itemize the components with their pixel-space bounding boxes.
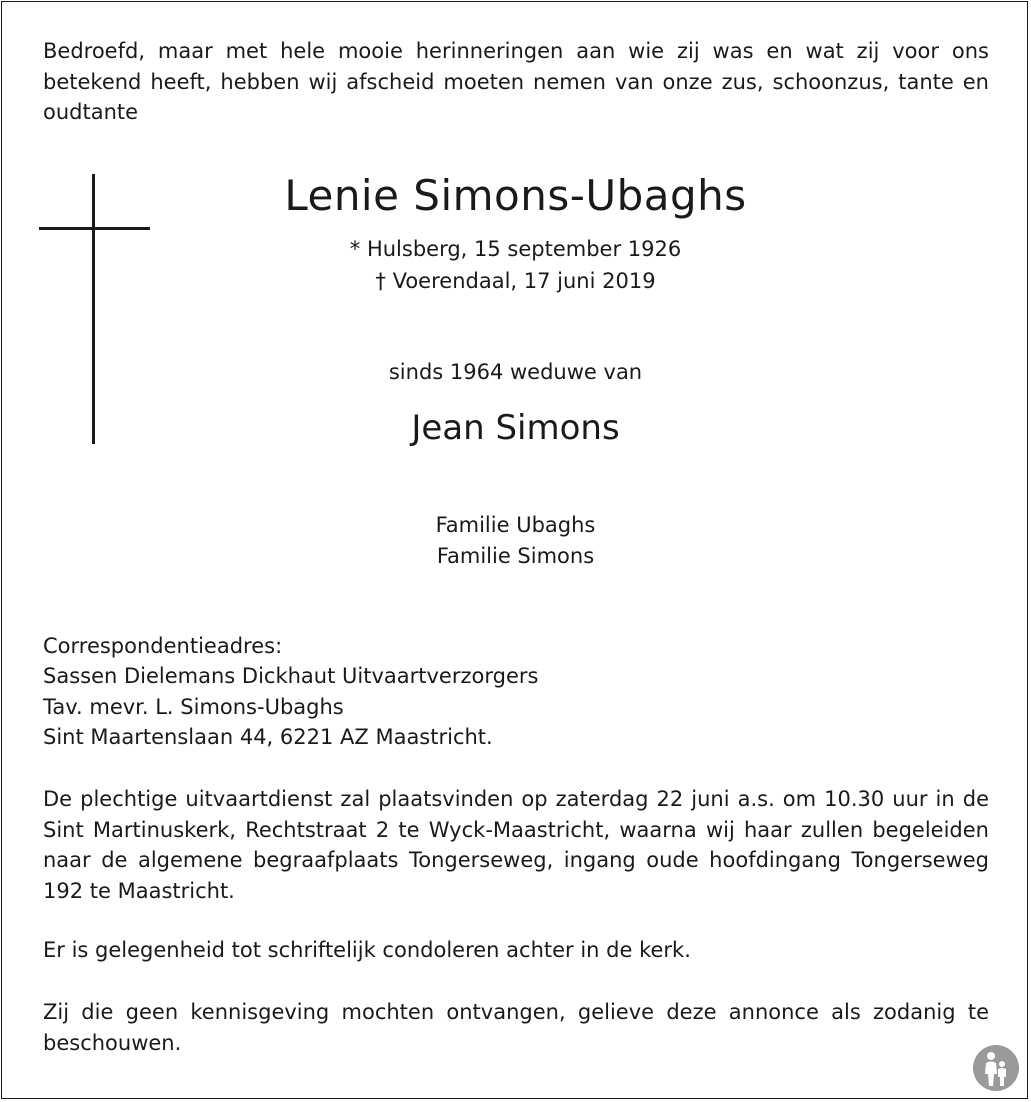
- family-line: Familie Ubaghs: [435, 513, 596, 537]
- correspondence-line: Sint Maartenslaan 44, 6221 AZ Maastricht.: [43, 725, 493, 749]
- funeral-paragraph: De plechtige uitvaartdienst zal plaatsvinden op zaterdag 22 juni a.s. om 10.30 uur in de Sint Martinuskerk, Rechtstraat 2 te Wyck-Maastricht, waarna wij haar zullen begeleiden naar de algemene begraafplaats Tongerseweg, ingang oude hoofdingang Tongerseweg 192 te Maastricht.: [43, 787, 989, 903]
- spouse-name: Jean Simons: [411, 408, 620, 448]
- correspondence-line: Tav. mevr. L. Simons-Ubaghs: [43, 695, 344, 719]
- family-line: Familie Simons: [436, 544, 595, 568]
- deceased-name: Lenie Simons-Ubaghs: [284, 171, 747, 220]
- cross-icon-crossbar: [39, 227, 150, 230]
- death-line: † Voerendaal, 17 juni 2019: [375, 269, 656, 293]
- publisher-logo-icon: [972, 1044, 1020, 1092]
- correspondence-heading: Correspondentieadres:: [43, 634, 283, 658]
- birth-line: * Hulsberg, 15 september 1926: [349, 237, 682, 261]
- correspondence-line: Sassen Dielemans Dickhaut Uitvaartverzorgers: [43, 664, 539, 688]
- condolence-paragraph: Er is gelegenheid tot schriftelijk condoleren achter in de kerk.: [43, 938, 691, 962]
- notice-paragraph: Zij die geen kennisgeving mochten ontvangen, gelieve deze annonce als zodanig te beschouwen.: [43, 1000, 989, 1055]
- intro-paragraph: Bedroefd, maar met hele mooie herinneringen aan wie zij was en wat zij voor ons betekend heeft, hebben wij afscheid moeten nemen van onze zus, schoonzus, tante en oudtante: [43, 39, 989, 124]
- widow-line: sinds 1964 weduwe van: [388, 360, 643, 384]
